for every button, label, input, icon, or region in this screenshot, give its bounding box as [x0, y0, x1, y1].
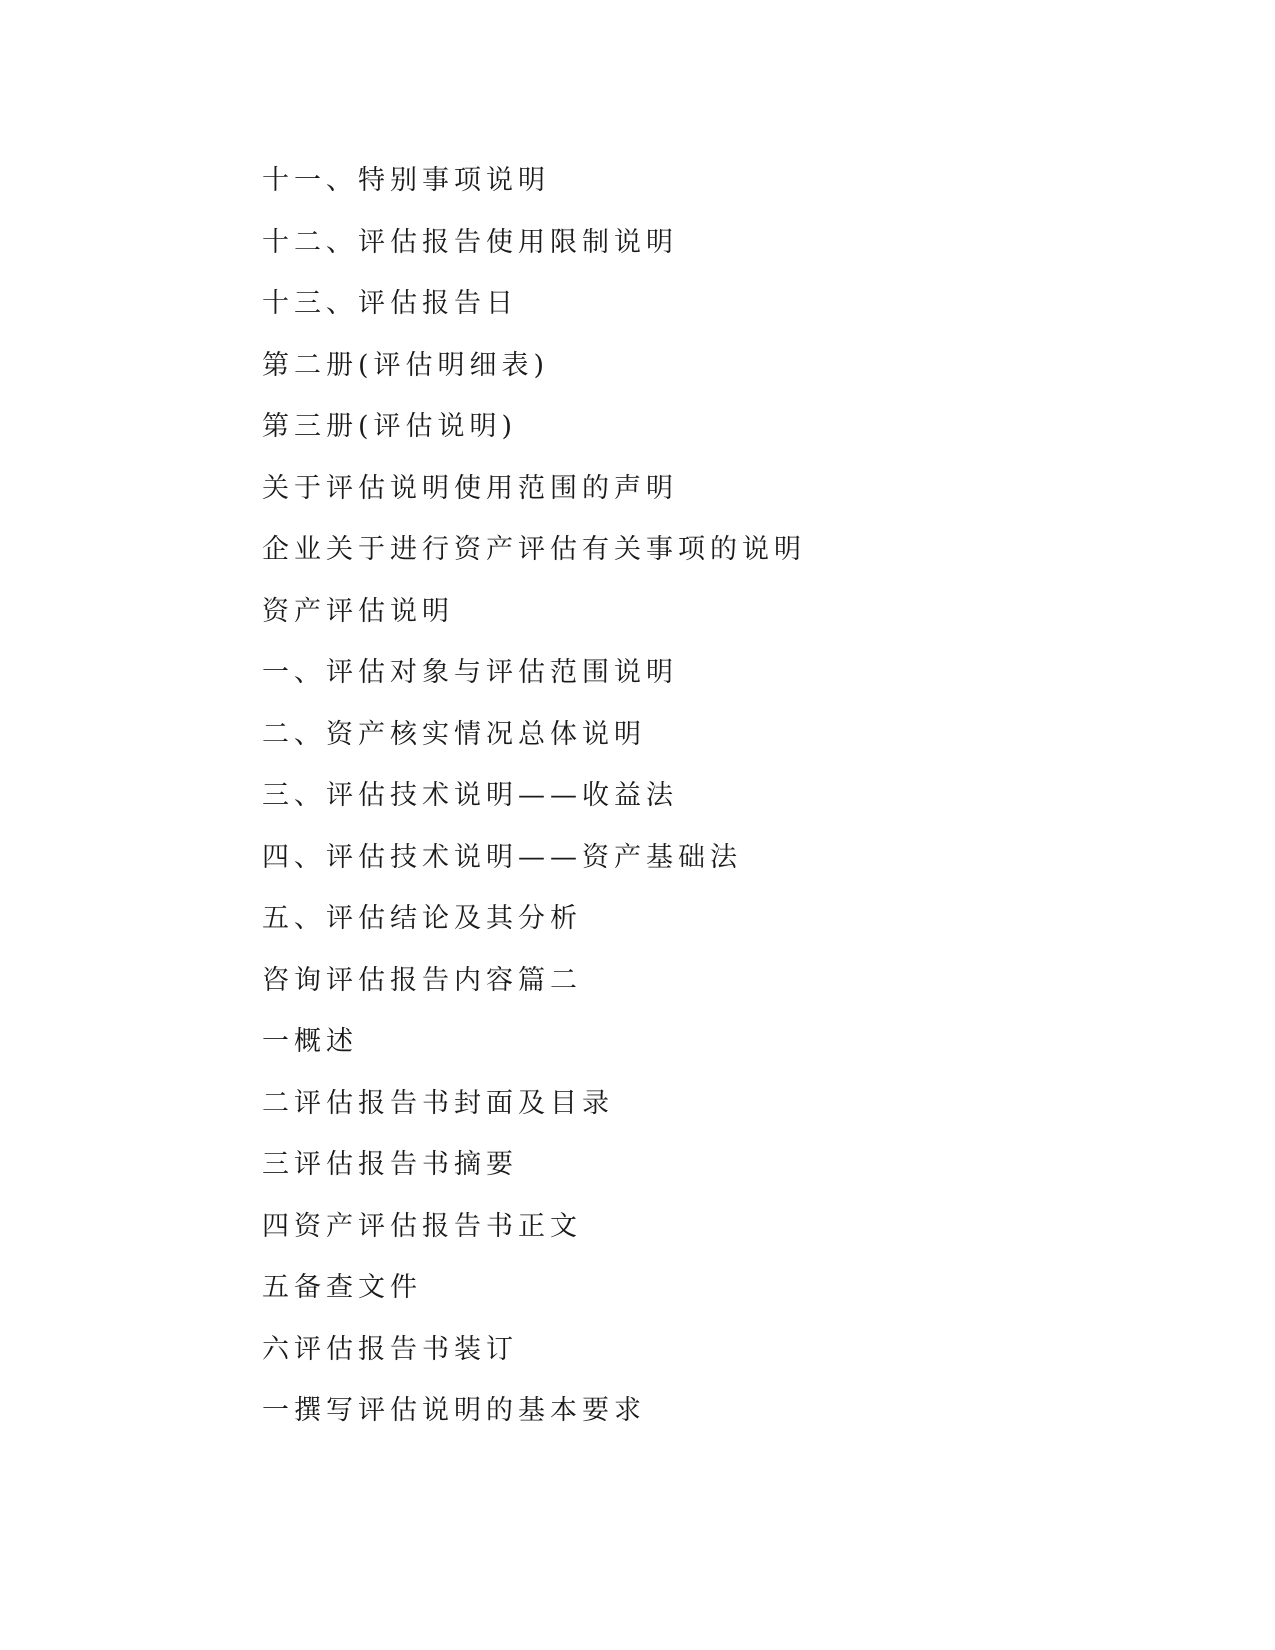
text-line: 咨询评估报告内容篇二 — [262, 964, 582, 996]
document-body — [262, 162, 806, 1454]
text-line: 二、资产核实情况总体说明 — [262, 718, 646, 750]
text-line: 十三、评估报告日 — [262, 288, 518, 319]
text-line: 五、评估结论及其分析 — [262, 903, 582, 934]
text-line: 三、评估技术说明——收益法 — [262, 780, 678, 811]
text-line: 一撰写评估说明的基本要求 — [262, 1395, 646, 1426]
text-line: 六评估报告书装订 — [262, 1333, 518, 1365]
text-line: 一、评估对象与评估范围说明 — [262, 657, 678, 688]
text-line: 四资产评估报告书正文 — [262, 1210, 582, 1242]
text-line: 十二、评估报告使用限制说明 — [262, 226, 678, 258]
text-line: 第三册(评估说明) — [262, 411, 518, 442]
text-line: 三评估报告书摘要 — [262, 1149, 518, 1180]
text-line: 资产评估说明 — [262, 595, 454, 627]
text-line: 二评估报告书封面及目录 — [262, 1087, 614, 1119]
text-line: 四、评估技术说明——资产基础法 — [262, 841, 742, 873]
text-line: 十一、特别事项说明 — [262, 165, 550, 196]
text-line: 关于评估说明使用范围的声明 — [262, 472, 678, 504]
text-line: 五备查文件 — [262, 1272, 422, 1303]
text-line: 企业关于进行资产评估有关事项的说明 — [262, 534, 806, 565]
text-line: 第二册(评估明细表) — [262, 349, 550, 381]
text-line: 一概述 — [262, 1026, 358, 1057]
